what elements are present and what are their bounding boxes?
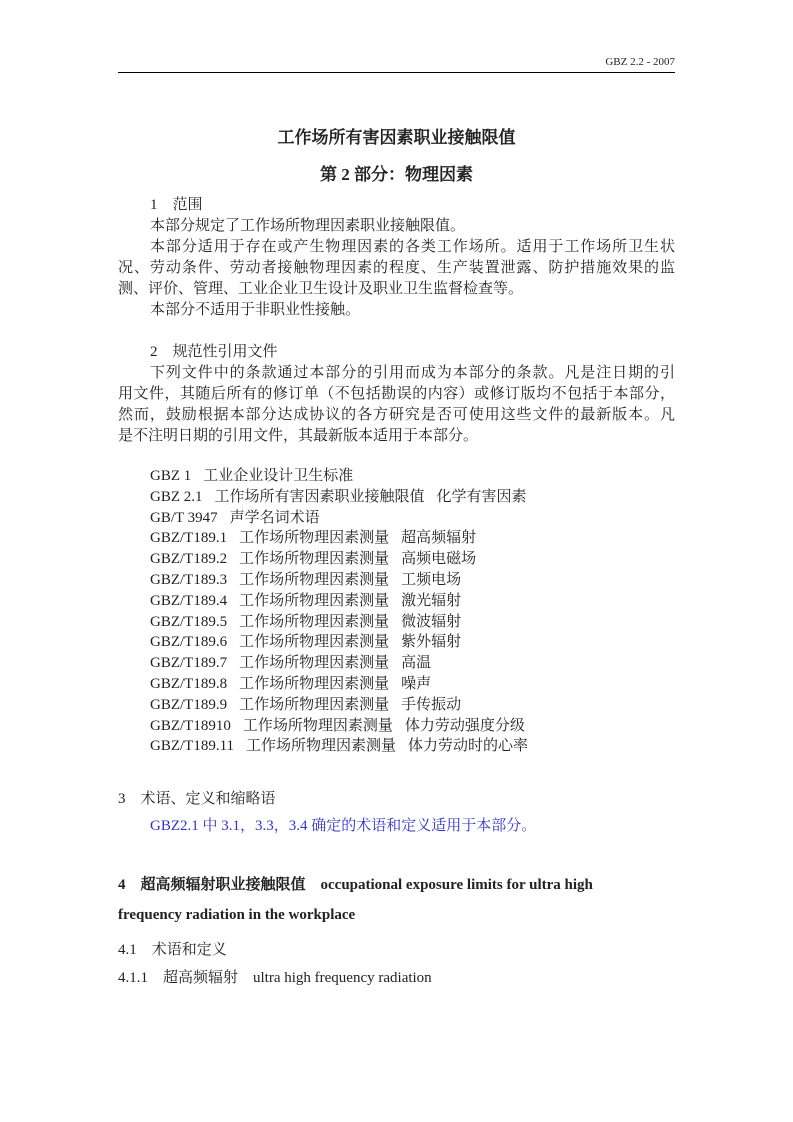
reference-code: GB/T 3947 [150, 509, 218, 526]
reference-code: GBZ/T189.8 [150, 675, 228, 692]
reference-subtitle: 体力劳动强度分级 [404, 717, 525, 734]
reference-code: GBZ 1 [150, 468, 192, 484]
reference-subtitle: 紫外辐射 [401, 634, 462, 651]
reference-code: GBZ/T189.5 [150, 613, 228, 630]
reference-subtitle: 微波辐射 [401, 613, 462, 630]
reference-code: GBZ/T189.1 [150, 530, 228, 547]
header-rule [118, 72, 675, 73]
reference-title: 工作场所物理因素测量 [246, 738, 397, 755]
paragraph-line: 用文件，其随后所有的修订单（不包括勘误的内容）或修订版均不包括于本部分， [118, 386, 675, 402]
reference-code: GBZ/T189.7 [150, 655, 228, 672]
paragraph-line: 况、劳动条件、劳动者接触物理因素的程度、生产装置泄露、防护措施效果的监 [118, 260, 675, 276]
subsection-4-1: 4.1 术语和定义 [118, 942, 227, 958]
section-2-heading: 2 规范性引用文件 [150, 344, 278, 360]
section-3-heading: 3 术语、定义和缩略语 [118, 791, 276, 807]
reference-subtitle: 手传振动 [401, 696, 462, 713]
reference-item [150, 591, 540, 612]
section-4-heading: 4 超高频辐射职业接触限值 occupational exposure limits for ultra high [118, 877, 593, 893]
reference-code: GBZ/T189.11 [150, 738, 235, 755]
reference-subtitle: 高频电磁场 [401, 551, 477, 568]
reference-code: GBZ 2.1 [150, 488, 203, 505]
reference-code: GBZ/T189.4 [150, 592, 228, 609]
reference-title: 工作场所有害因素职业接触限值 [214, 488, 425, 505]
paragraph-line: 本部分规定了工作场所物理因素职业接触限值。 [150, 218, 466, 234]
section-1-heading: 1 范围 [150, 197, 203, 213]
reference-subtitle: 噪声 [401, 675, 432, 692]
reference-title: 声学名词术语 [229, 509, 320, 526]
document-title: 工作场所有害因素职业接触限值 [277, 128, 516, 147]
reference-item [150, 674, 540, 695]
paragraph-line: 本部分适用于存在或产生物理因素的各类工作场所。适用于工作场所卫生状 [150, 239, 675, 255]
reference-title: 工作场所物理因素测量 [239, 655, 390, 672]
reference-code: GBZ/T189.9 [150, 696, 228, 713]
paragraph-line: 测、评价、管理、工业企业卫生设计及职业卫生监督检查等。 [118, 281, 524, 297]
reference-title: 工作场所物理因素测量 [239, 592, 390, 609]
reference-code: GBZ/T189.6 [150, 634, 228, 651]
reference-code: GBZ/T18910 [150, 717, 231, 734]
reference-item [150, 736, 540, 757]
reference-list [150, 466, 540, 757]
reference-title: 工业企业设计卫生标准 [203, 468, 354, 484]
reference-code: GBZ/T189.2 [150, 551, 228, 568]
reference-item [150, 695, 540, 716]
reference-item [150, 653, 540, 674]
reference-item [150, 508, 540, 529]
reference-subtitle: 工频电场 [401, 571, 462, 588]
reference-title: 工作场所物理因素测量 [239, 613, 390, 630]
reference-subtitle: 激光辐射 [401, 592, 462, 609]
reference-title: 工作场所物理因素测量 [239, 530, 390, 547]
paragraph-line: 然而，鼓励根据本部分达成协议的各方研究是否可使用这些文件的最新版本。凡 [118, 407, 675, 423]
reference-title: 工作场所物理因素测量 [239, 634, 390, 651]
reference-subtitle: 化学有害因素 [436, 488, 527, 505]
reference-subtitle: 超高频辐射 [401, 530, 477, 547]
reference-subtitle: 高温 [401, 655, 432, 672]
reference-title: 工作场所物理因素测量 [239, 696, 390, 713]
reference-title: 工作场所物理因素测量 [239, 571, 390, 588]
reference-item [150, 528, 540, 549]
subsection-4-1-1: 4.1.1 超高频辐射 ultra high frequency radiation [118, 970, 432, 986]
document-code-header: GBZ 2.2 - 2007 [605, 56, 675, 68]
reference-code: GBZ/T189.3 [150, 571, 228, 588]
section-3-text: GBZ2.1 中 3.1，3.3，3.4 确定的术语和定义适用于本部分。 [150, 818, 537, 834]
reference-title: 工作场所物理因素测量 [239, 551, 390, 568]
reference-subtitle: 体力劳动时的心率 [408, 738, 529, 755]
reference-item [150, 487, 540, 508]
reference-item [150, 632, 540, 653]
section-4-heading-cont: frequency radiation in the workplace [118, 907, 356, 923]
reference-item [150, 466, 540, 487]
reference-item [150, 612, 540, 633]
paragraph-line: 是不注明日期的引用文件，其最新版本适用于本部分。 [118, 428, 479, 444]
paragraph-line: 下列文件中的条款通过本部分的引用而成为本部分的条款。凡是注日期的引 [150, 365, 675, 381]
reference-title: 工作场所物理因素测量 [239, 675, 390, 692]
reference-item [150, 570, 540, 591]
reference-title: 工作场所物理因素测量 [242, 717, 393, 734]
reference-item [150, 549, 540, 570]
document-subtitle: 第 2 部分：物理因素 [320, 165, 473, 184]
paragraph-line: 本部分不适用于非职业性接触。 [150, 302, 361, 318]
reference-item [150, 716, 540, 737]
